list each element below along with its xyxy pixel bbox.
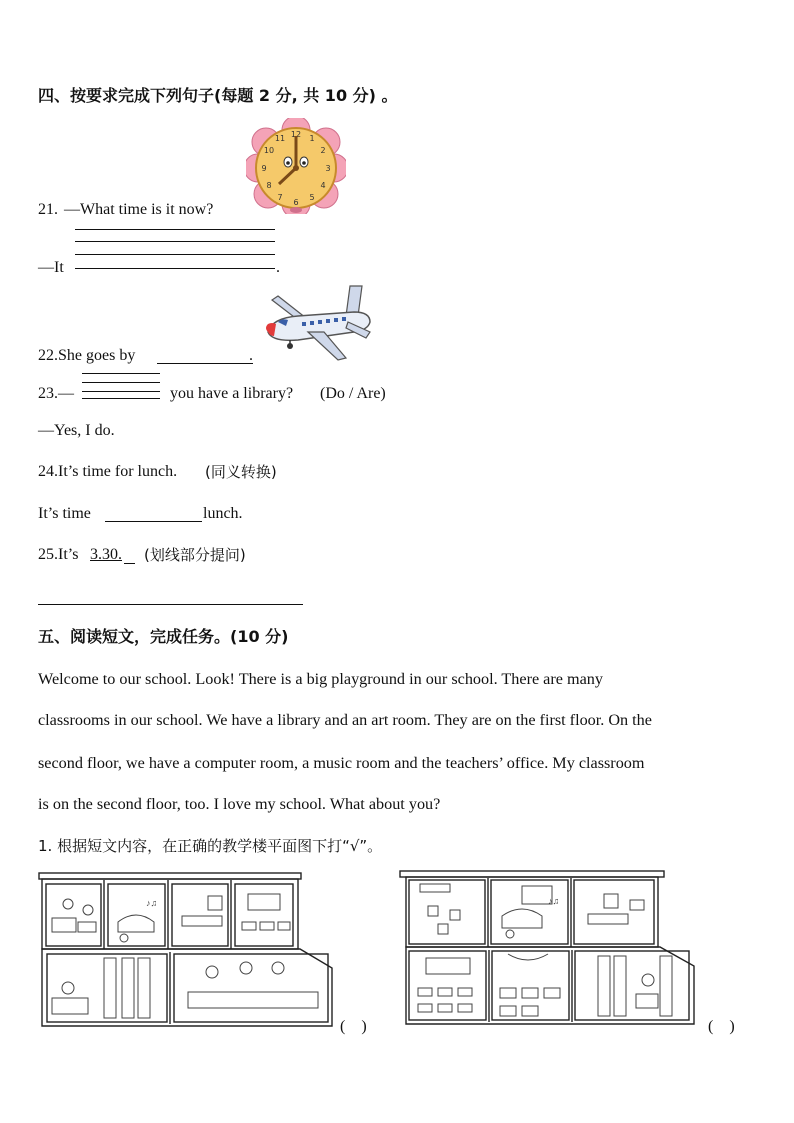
answer-line[interactable] [157, 363, 253, 364]
answer-line[interactable] [75, 268, 275, 269]
answer-paren-a[interactable]: ( ) [340, 1018, 367, 1035]
question-23-text: you have a library? [170, 385, 294, 402]
answer-line[interactable] [82, 398, 160, 399]
passage-line: is on the second floor, too. I love my school. What about you? [38, 795, 441, 813]
answer-line[interactable] [105, 521, 202, 522]
answer-line[interactable] [82, 382, 160, 383]
floor-plan-b[interactable] [398, 870, 698, 1026]
question-22-period: . [249, 347, 253, 364]
clock-number: 4 [320, 181, 326, 190]
floor-plan-b-drawing [398, 870, 698, 1026]
clock-number: 10 [263, 146, 275, 155]
clock-illustration [246, 118, 346, 214]
question-23-choice: (Do / Are) [320, 385, 386, 402]
question-25-note: (划线部分提问) [144, 546, 246, 564]
question-21-number: 21. [38, 201, 58, 218]
answer-line[interactable] [75, 229, 275, 230]
floor-plan-a[interactable] [38, 872, 338, 1028]
airplane-icon [258, 282, 376, 364]
question-25-underlined-time: 3.30. [90, 546, 122, 563]
question-21-period: . [276, 259, 280, 276]
task-1-instruction: 1. 根据短文内容，在正确的教学楼平面图下打“√”。 [38, 837, 383, 855]
answer-paren-b[interactable]: ( ) [708, 1018, 735, 1035]
passage-line: Welcome to our school. Look! There is a big playground in our school. There are many [38, 670, 603, 688]
question-24-note: (同义转换) [205, 463, 277, 481]
question-23-answer: —Yes, I do. [38, 422, 115, 439]
question-25: 25.It’s [38, 546, 79, 563]
question-24: 24.It’s time for lunch. [38, 463, 178, 480]
question-24-answer-start: It’s time [38, 505, 91, 522]
answer-line[interactable] [75, 241, 275, 242]
passage-line: classrooms in our school. We have a library and an art room. They are on the first floor. On the [38, 711, 652, 729]
clock-number: 6 [293, 198, 299, 207]
question-24-answer-end: lunch. [203, 505, 243, 522]
clock-number: 11 [274, 134, 286, 143]
answer-line[interactable] [82, 391, 160, 392]
clock-number: 7 [277, 193, 283, 202]
underline-extension [124, 563, 135, 564]
svg-text:♪♫: ♪♫ [146, 898, 158, 908]
clock-icon [246, 118, 346, 214]
answer-line[interactable] [75, 254, 275, 255]
passage-line: second floor, we have a computer room, a music room and the teachers’ office. My classroom [38, 754, 645, 772]
clock-number: 5 [309, 193, 315, 202]
question-21-answer: —It [38, 259, 64, 276]
answer-line[interactable] [82, 373, 160, 374]
question-22: 22.She goes by [38, 347, 136, 364]
clock-number: 1 [309, 134, 315, 143]
answer-line[interactable] [38, 604, 303, 605]
clock-number: 3 [325, 164, 331, 173]
section-4-heading: 四、按要求完成下列句子(每题 2 分, 共 10 分) 。 [38, 86, 398, 105]
clock-number: 12 [290, 130, 302, 139]
section-5-heading: 五、阅读短文，完成任务。(10 分) [38, 627, 289, 646]
question-21-prompt: —What time is it now? [64, 201, 214, 218]
svg-text:♪♫: ♪♫ [548, 896, 560, 906]
floor-plan-a-drawing [38, 872, 338, 1028]
clock-number: 2 [320, 146, 326, 155]
airplane-illustration [258, 282, 376, 364]
clock-number: 8 [266, 181, 272, 190]
question-23-number: 23.— [38, 385, 74, 402]
clock-number: 9 [261, 164, 267, 173]
